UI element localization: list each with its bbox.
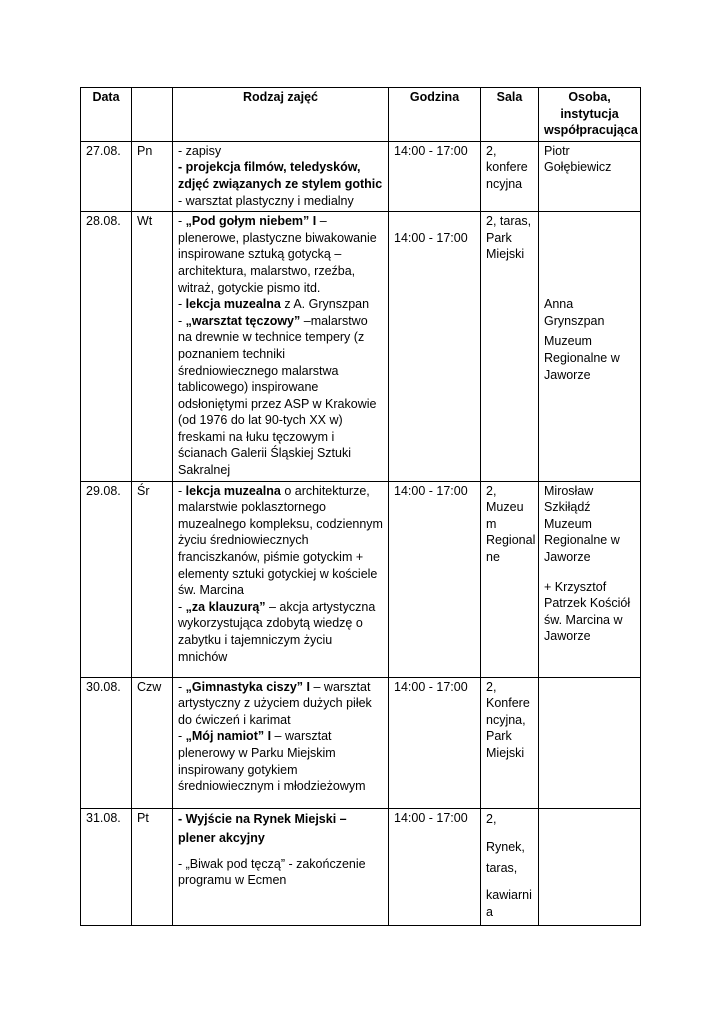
activity-item [178,313,383,479]
cell-day: Wt [132,212,173,482]
activity-line-bold: - projekcja filmów, teledysków, zdjęć związanych ze stylem gothic [178,160,383,191]
table-row [81,481,641,677]
activity-prefix: - [178,313,186,328]
cell-time: 14:00 - 17:00 [389,141,481,211]
activity-item [178,599,383,665]
activity-prefix: - [178,729,186,744]
cell-date: 30.08. [81,677,132,808]
header-row [81,88,641,142]
room-line: Rynek, taras, [486,839,525,875]
schedule-table [80,87,641,926]
activity-title: „za klauzurą” [185,599,266,614]
activity-text: z A. Grynszpan [280,297,370,312]
activity-title: lekcja muzealna [185,483,281,498]
header-day [132,88,173,142]
cell-room [481,808,539,925]
activity-item [178,728,383,794]
cell-person [539,212,641,482]
cell-day: Pn [132,141,173,211]
activity-line: - zapisy [178,143,222,158]
activity-item [178,213,383,296]
cell-date: 28.08. [81,212,132,482]
cell-day: Pt [132,808,173,925]
cell-time: 14:00 - 17:00 [389,677,481,808]
cell-room: 2, konfere ncyjna [481,141,539,211]
activity-text: –malarstwo na drewnie w technice tempery (z poznaniem techniki średniowiecznego malarstwa tablicowego) inspirowane odsłoniętymi przez ASP w Krakowie (od 1976 do lat 90-tych XX w) freskami na łuku tęczowym i ścianach Galerii Śląskiej Sztuki Sakralnej [178,313,377,478]
cell-date: 27.08. [81,141,132,211]
activity-text: o architekturze, malarstwie poklasztornego muzealnego kompleksu, codziennym życiu średniowiecznych franciszkanów, piśmie gotyckim + elementy sztuki gotyckiej w kościele św. Marcina [178,483,383,598]
activity-item [178,296,383,313]
activity-title: lekcja muzealna [185,297,281,312]
room-line: 2, [486,811,497,826]
person-institution: Muzeum Regionalne w Jaworze [544,334,620,382]
table-row [81,677,641,808]
activity-title: „Pod gołym niebem” I [185,214,317,229]
activity-text: – warsztat plenerowy w Parku Miejskim inspirowany gotykiem średniowiecznym i młodzieżowym [178,729,366,794]
cell-time: 14:00 - 17:00 [389,808,481,925]
cell-day: Czw [132,677,173,808]
header-time: Godzina [389,88,481,142]
person-name: Mirosław Szkiłądź Muzeum Regionalne w Jaworze [544,483,620,565]
activity-prefix: - [178,297,186,312]
activity-title: „warsztat tęczowy” [185,313,301,328]
header-activity: Rodzaj zajęć [173,88,389,142]
cell-person [539,808,641,925]
cell-date: 31.08. [81,808,132,925]
room-line: kawiarni a [486,887,532,919]
cell-room: 2, Konfere ncyjna, Park Miejski [481,677,539,808]
activity-prefix: - [178,599,186,614]
activity-title: - Wyjście na Rynek Miejski – plener akcyjny [178,811,347,845]
table-row [81,808,641,925]
header-room: Sala [481,88,539,142]
cell-activity [173,481,389,677]
person-name: Anna Grynszpan [544,297,605,328]
activity-item [178,679,383,729]
cell-activity [173,808,389,925]
activity-text: – plenerowe, plastyczne biwakowanie inspirowane sztuką gotycką – architektura, malarstwo, rzeźba, witraż, gotyckie pismo itd. [178,214,377,295]
table-row [81,141,641,211]
cell-room: 2, taras, Park Miejski [481,212,539,482]
activity-text: – warsztat artystyczny z użyciem dużych piłek do ćwiczeń i karimat [178,679,372,727]
activity-line: - warsztat plastyczny i medialny [178,193,354,208]
activity-title: „Mój namiot” I [185,729,272,744]
header-person: Osoba, instytucja współpracująca [539,88,641,142]
header-date: Data [81,88,132,142]
cell-date: 29.08. [81,481,132,677]
cell-person: Piotr Gołębiewicz [539,141,641,211]
cell-day: Śr [132,481,173,677]
cell-person [539,677,641,808]
cell-activity [173,212,389,482]
activity-prefix: - [178,483,186,498]
activity-prefix: - [178,214,186,229]
person-institution: + Krzysztof Patrzek Kościół św. Marcina w Jaworze [544,579,631,644]
activity-item [178,483,383,599]
activity-title: „Gimnastyka ciszy” I [185,679,311,694]
table-row [81,212,641,482]
activity-prefix: - [178,679,186,694]
cell-time [389,212,481,482]
activity-text: – akcja artystyczna wykorzystująca zdobytą wiedzę o zabytku i tajemniczym życiu mnichów [178,599,376,664]
cell-person [539,481,641,677]
cell-activity [173,677,389,808]
time-value: 14:00 - 17:00 [394,231,468,246]
activity-text: - „Biwak pod tęczą” - zakończenie programu w Ecmen [178,856,366,888]
cell-activity [173,141,389,211]
cell-room: 2, Muzeu m Regional ne [481,481,539,677]
cell-time: 14:00 - 17:00 [389,481,481,677]
